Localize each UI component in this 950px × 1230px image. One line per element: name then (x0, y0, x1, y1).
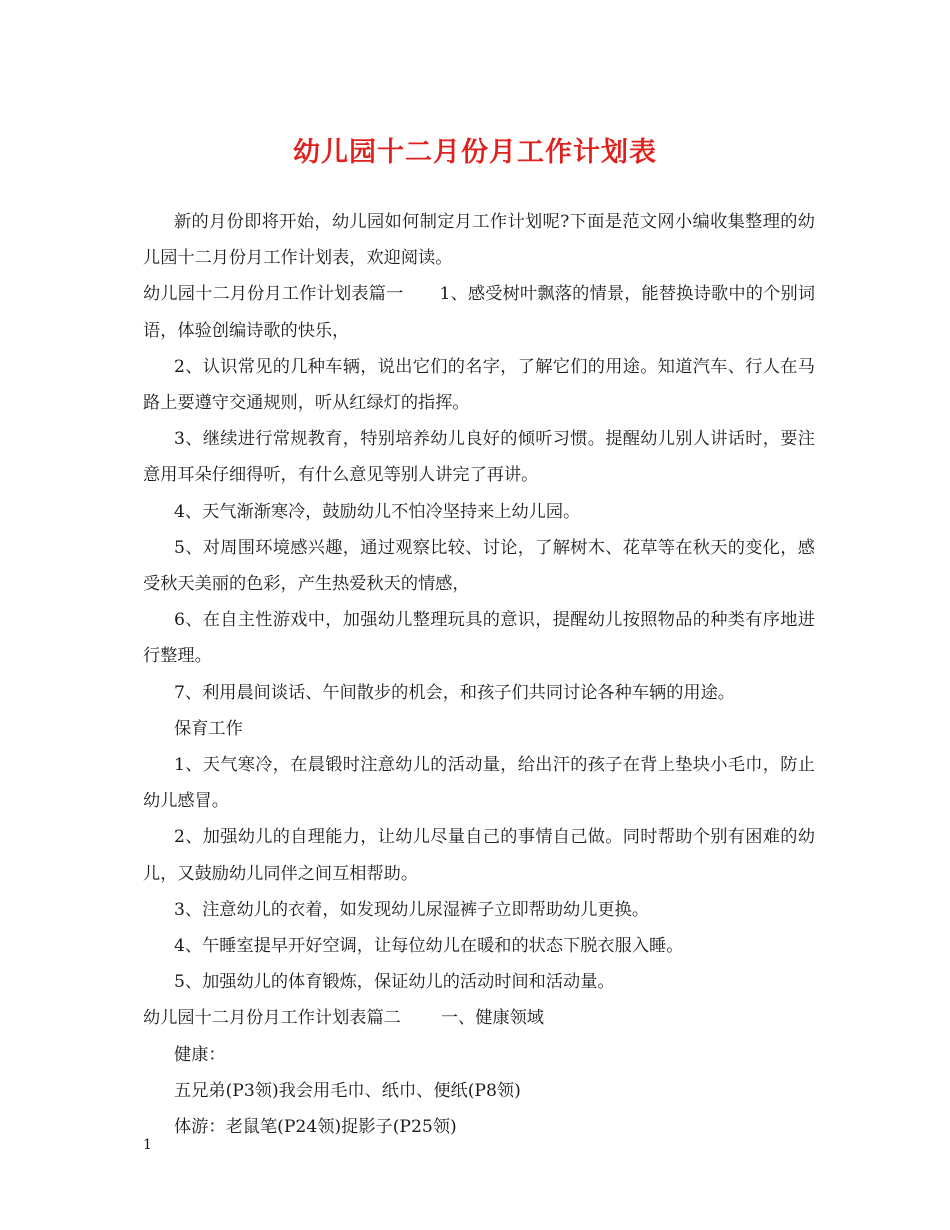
list-item: 5、对周围环境感兴趣，通过观察比较、讨论，了解树木、花草等在秋天的变化，感受秋天美丽的色彩，产生热爱秋天的情感， (143, 537, 815, 595)
section1-heading: 幼儿园十二月份月工作计划表篇一 (143, 284, 404, 305)
page-number: 1 (143, 1137, 152, 1153)
care-item: 5、加强幼儿的体育锻炼，保证幼儿的活动时间和活动量。 (174, 972, 615, 993)
list-item: 4、天气渐渐寒冷，鼓励幼儿不怕冷坚持来上幼儿园。 (174, 501, 581, 522)
care-heading: 保育工作 (174, 718, 243, 739)
care-item: 1、天气寒冷，在晨锻时注意幼儿的活动量，给出汗的孩子在背上垫块小毛巾，防止幼儿感冒。 (143, 755, 815, 812)
document-body (143, 204, 815, 1145)
list-item: 3、继续进行常规教育，特别培养幼儿良好的倾听习惯。提醒幼儿别人讲话时，要注意用耳朵仔细得听，有什么意见等别人讲完了再讲。 (143, 429, 815, 486)
section1-paragraph (143, 276, 815, 348)
section2-subheading: 一、健康领域 (440, 1008, 544, 1029)
health-line: 体游：老鼠笔(P24领)捉影子(P25领) (174, 1117, 457, 1138)
section2-paragraph (143, 1000, 815, 1036)
health-line: 五兄弟(P3领)我会用毛巾、纸巾、便纸(P8领) (174, 1080, 521, 1101)
section2-heading: 幼儿园十二月份月工作计划表篇二 (143, 1008, 401, 1029)
intro-paragraph: 新的月份即将开始，幼儿园如何制定月工作计划呢?下面是范文网小编收集整理的幼儿园十二月份月工作计划表，欢迎阅读。 (143, 212, 815, 269)
page-title: 幼儿园十二月份月工作计划表 (293, 137, 657, 168)
section1-item1: 1、感受树叶飘落的情景，能替换诗歌中的个别词语，体验创编诗歌的快乐， (143, 284, 816, 341)
care-item: 4、午睡室提早开好空调，让每位幼儿在暖和的状态下脱衣服入睡。 (174, 936, 684, 957)
list-item: 2、认识常见的几种车辆，说出它们的名字，了解它们的用途。知道汽车、行人在马路上要遵守交通规则，听从红绿灯的指挥。 (143, 356, 815, 414)
care-item: 2、加强幼儿的自理能力，让幼儿尽量自己的事情自己做。同时帮助个别有困难的幼儿，又鼓励幼儿同伴之间互相帮助。 (143, 827, 815, 884)
list-item: 7、利用晨间谈话、午间散步的机会，和孩子们共同讨论各种车辆的用途。 (174, 682, 735, 703)
health-label: 健康： (174, 1044, 226, 1065)
care-item: 3、注意幼儿的衣着，如发现幼儿尿湿裤子立即帮助幼儿更换。 (174, 899, 650, 920)
list-item: 6、在自主性游戏中，加强幼儿整理玩具的意识，提醒幼儿按照物品的种类有序地进行整理。 (143, 610, 815, 667)
